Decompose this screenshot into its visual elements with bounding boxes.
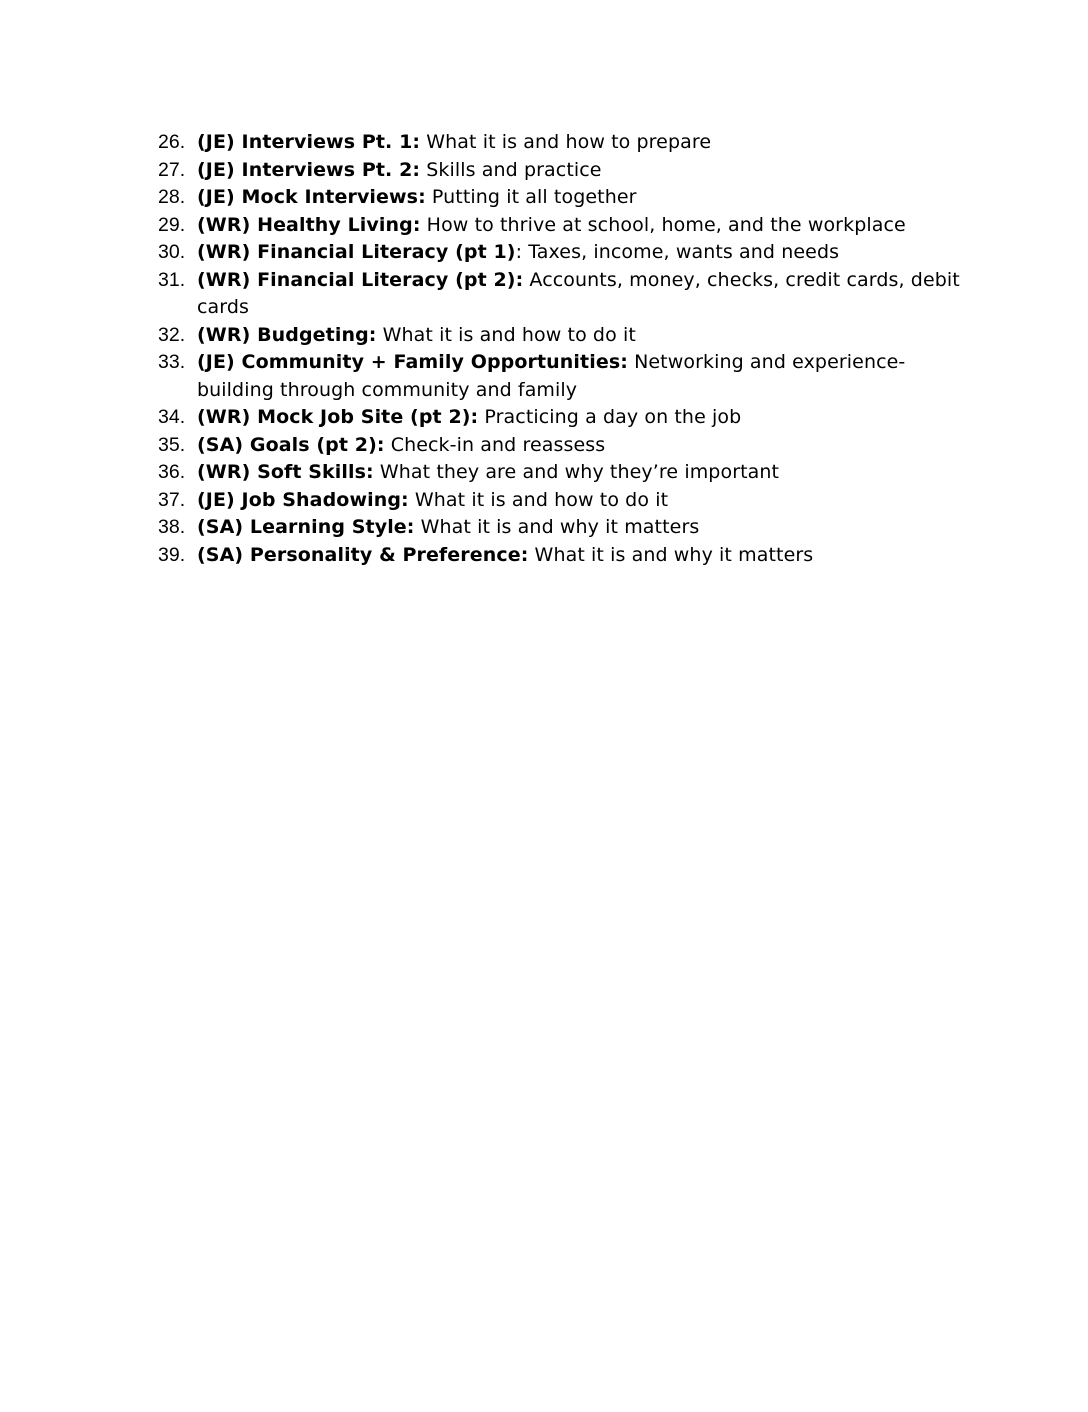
item-text xyxy=(197,487,968,515)
item-text xyxy=(197,322,968,350)
item-text xyxy=(197,212,968,240)
item-description: What they are and why they’re important xyxy=(373,461,780,483)
item-text xyxy=(197,432,968,460)
item-text xyxy=(197,239,968,267)
item-text xyxy=(197,542,968,570)
item-label: (SA) Goals (pt 2): xyxy=(197,433,385,456)
item-description: Skills and practice xyxy=(420,158,602,181)
item-label: (JE) Interviews Pt. 2: xyxy=(197,158,421,181)
item-number: 29. xyxy=(158,213,186,236)
item-number: 31. xyxy=(158,268,186,291)
item-label: (WR) Financial Literacy (pt 2): xyxy=(197,268,524,291)
list-item xyxy=(158,239,968,267)
item-label: (SA) Learning Style: xyxy=(197,516,415,538)
item-number: 32. xyxy=(158,323,186,346)
item-text xyxy=(197,157,968,185)
item-label: (SA) Personality & Preference: xyxy=(197,543,529,566)
item-number: 39. xyxy=(158,543,186,566)
list-item xyxy=(158,459,968,487)
list-item xyxy=(158,432,968,460)
item-text xyxy=(197,514,968,542)
item-description: Check-in and reassess xyxy=(384,433,606,456)
item-text xyxy=(197,184,968,212)
item-label: (WR) Financial Literacy (pt 1) xyxy=(197,241,516,263)
list-item xyxy=(158,349,968,404)
list-item xyxy=(158,514,968,542)
item-text xyxy=(197,129,968,157)
list-item xyxy=(158,542,968,570)
list-item xyxy=(158,129,968,157)
item-description: Putting it all together xyxy=(425,186,637,208)
numbered-topic-list xyxy=(158,129,968,569)
list-item xyxy=(158,404,968,432)
list-item xyxy=(158,267,968,322)
item-number: 33. xyxy=(158,351,186,373)
item-number: 28. xyxy=(158,186,186,208)
list-item xyxy=(158,322,968,350)
item-description: Networking and experience-building through community and family xyxy=(197,351,906,401)
item-number: 36. xyxy=(158,461,186,483)
item-description: What it is and how to do it xyxy=(376,323,636,346)
item-description: Practicing a day on the job xyxy=(478,406,742,428)
item-description: How to thrive at school, home, and the workplace xyxy=(420,213,906,236)
list-item xyxy=(158,212,968,240)
item-number: 26. xyxy=(158,131,186,153)
item-number: 30. xyxy=(158,241,186,263)
item-label: (JE) Interviews Pt. 1: xyxy=(197,131,421,153)
item-text xyxy=(197,349,968,404)
item-number: 37. xyxy=(158,488,186,511)
item-label: (JE) Job Shadowing: xyxy=(197,488,409,511)
item-description: What it is and how to do it xyxy=(408,488,669,511)
item-description: What it is and why it matters xyxy=(528,543,814,566)
item-description: Accounts, money, checks, credit cards, debit cards xyxy=(197,268,960,318)
item-text xyxy=(197,459,968,487)
item-number: 27. xyxy=(158,158,186,181)
item-description: : Taxes, income, wants and needs xyxy=(515,241,840,263)
item-number: 38. xyxy=(158,516,186,538)
item-number: 34. xyxy=(158,406,186,428)
item-number: 35. xyxy=(158,433,186,456)
list-item xyxy=(158,157,968,185)
item-label: (JE) Community + Family Opportunities: xyxy=(197,351,628,373)
item-label: (WR) Budgeting: xyxy=(197,323,377,346)
item-text xyxy=(197,404,968,432)
item-text xyxy=(197,267,968,322)
item-label: (WR) Healthy Living: xyxy=(197,213,421,236)
item-description: What it is and why it matters xyxy=(414,516,700,538)
item-label: (WR) Mock Job Site (pt 2): xyxy=(197,406,479,428)
item-label: (WR) Soft Skills: xyxy=(197,461,374,483)
item-label: (JE) Mock Interviews: xyxy=(197,186,426,208)
list-item xyxy=(158,487,968,515)
list-item xyxy=(158,184,968,212)
item-description: What it is and how to prepare xyxy=(420,131,712,153)
